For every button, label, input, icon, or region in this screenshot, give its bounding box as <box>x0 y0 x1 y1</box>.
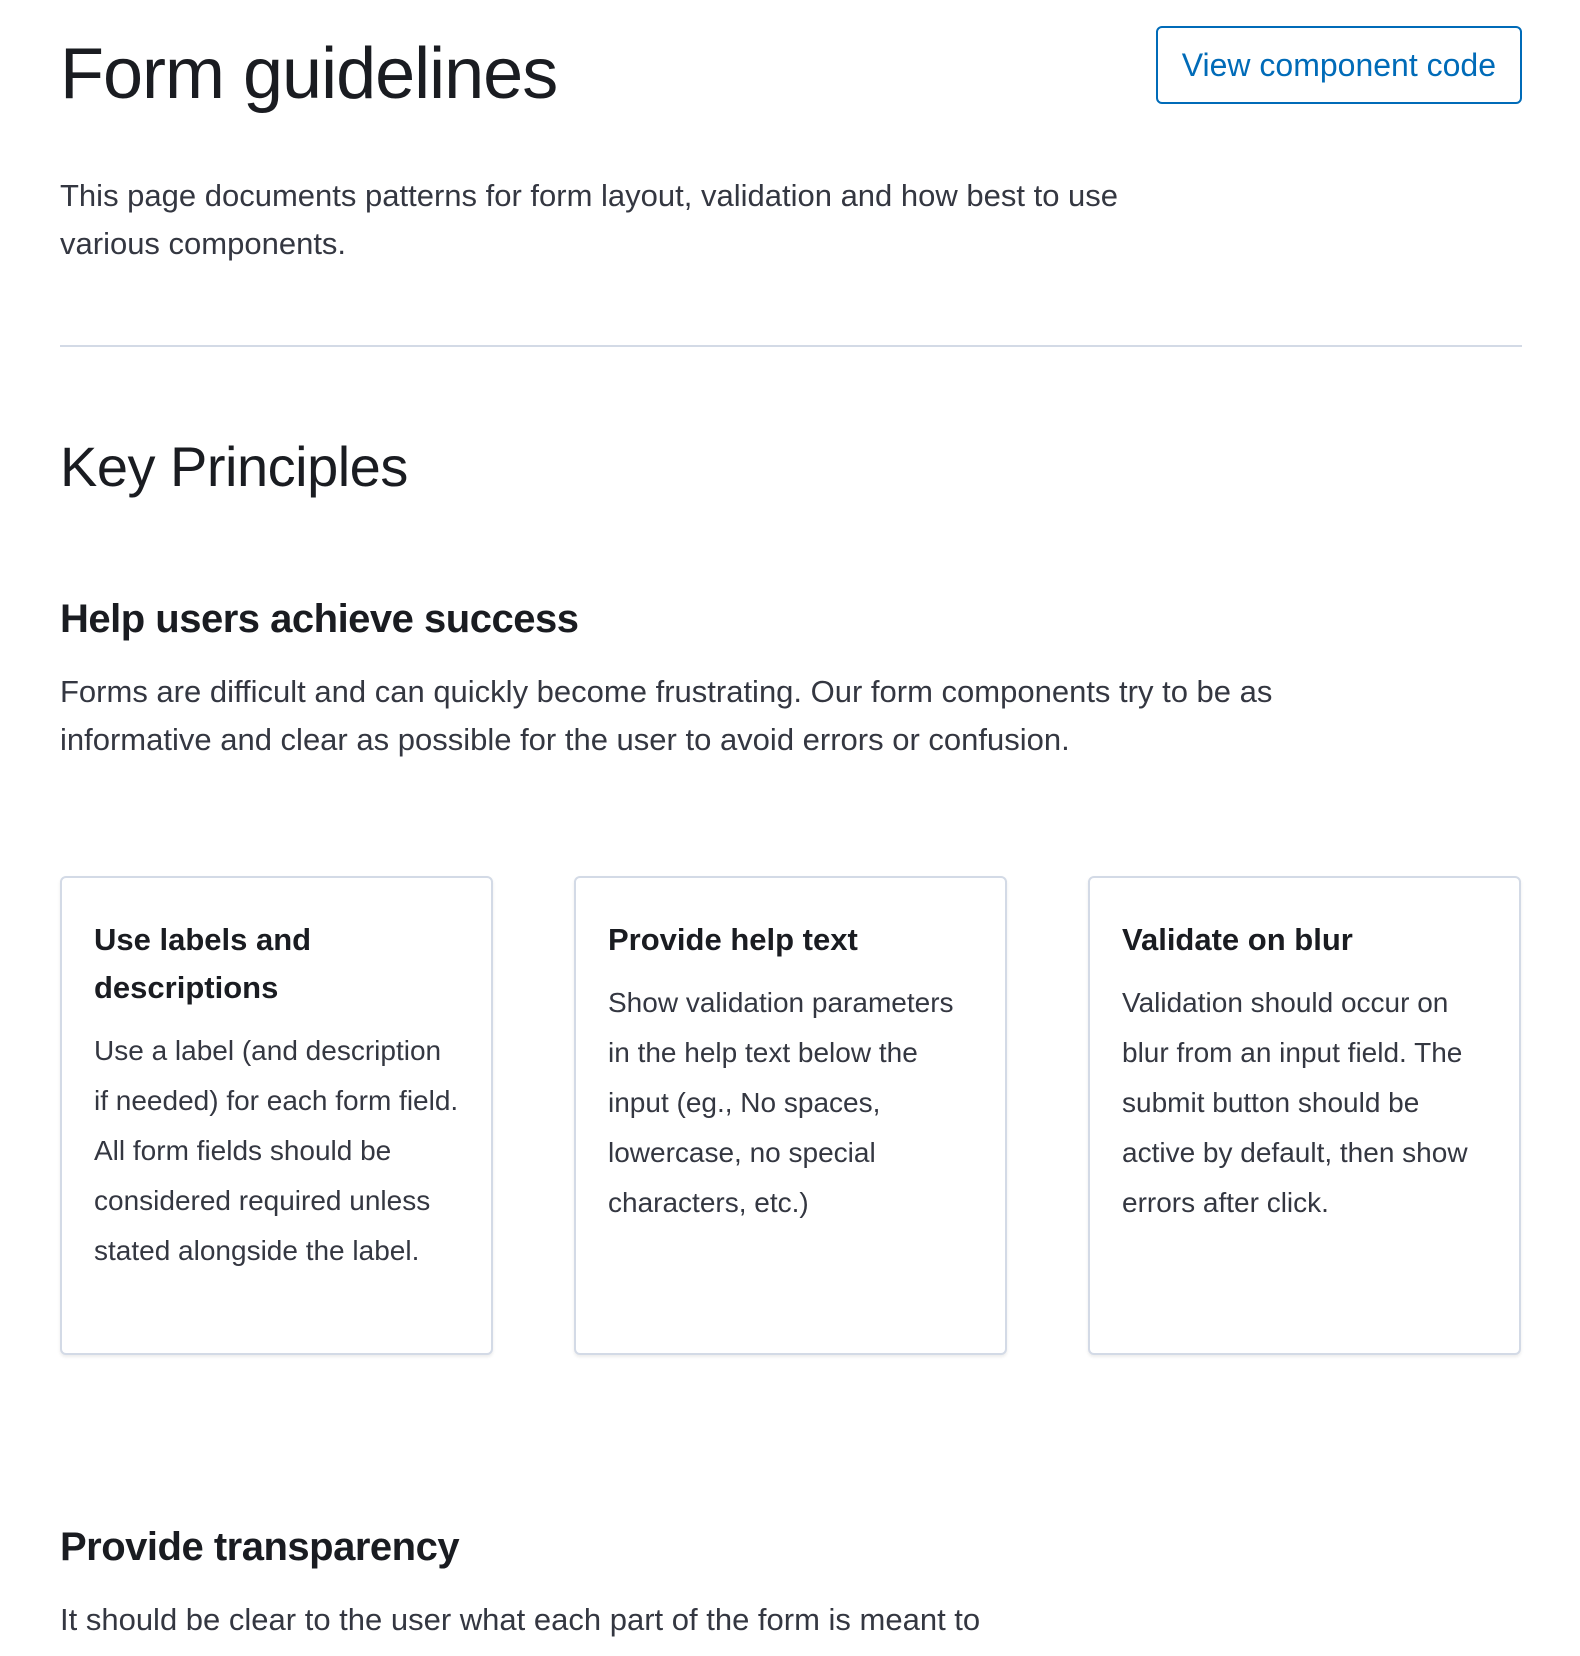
card-use-labels <box>60 876 493 1355</box>
subsection-title-transparency: Provide transparency <box>60 1525 460 1569</box>
page-header <box>60 0 1522 130</box>
card-title: Use labels and descriptions <box>94 922 312 1005</box>
subsection-title-help-users: Help users achieve success <box>60 597 579 641</box>
page-content <box>60 0 1522 1637</box>
card-help-text <box>574 876 1007 1355</box>
card-title: Validate on blur <box>1122 922 1353 957</box>
view-component-code-button[interactable]: View component code <box>1156 26 1522 104</box>
principle-cards <box>60 876 1522 1355</box>
section-divider <box>60 345 1522 347</box>
page-title: Form guidelines <box>60 34 558 114</box>
card-body: Use a label (and description if needed) for each form field. All form fields should be considered required unless stated alongside the label. <box>94 1035 459 1266</box>
card-title: Provide help text <box>608 922 858 957</box>
card-body: Show validation parameters in the help text below the input (eg., No spaces, lowercase, no special characters, etc.) <box>608 987 954 1218</box>
section-title-key-principles: Key Principles <box>60 435 408 498</box>
card-validate-on-blur <box>1088 876 1521 1355</box>
card-body: Validation should occur on blur from an input field. The submit button should be active by default, then show errors after click. <box>1122 987 1468 1218</box>
subsection-body-help-users: Forms are difficult and can quickly become frustrating. Our form components try to be as informative and clear as possible for the user to avoid errors or confusion. <box>60 674 1273 757</box>
subsection-body-transparency: It should be clear to the user what each part of the form is meant to <box>60 1602 981 1637</box>
page-intro: This page documents patterns for form layout, validation and how best to use various components. <box>60 178 1119 261</box>
